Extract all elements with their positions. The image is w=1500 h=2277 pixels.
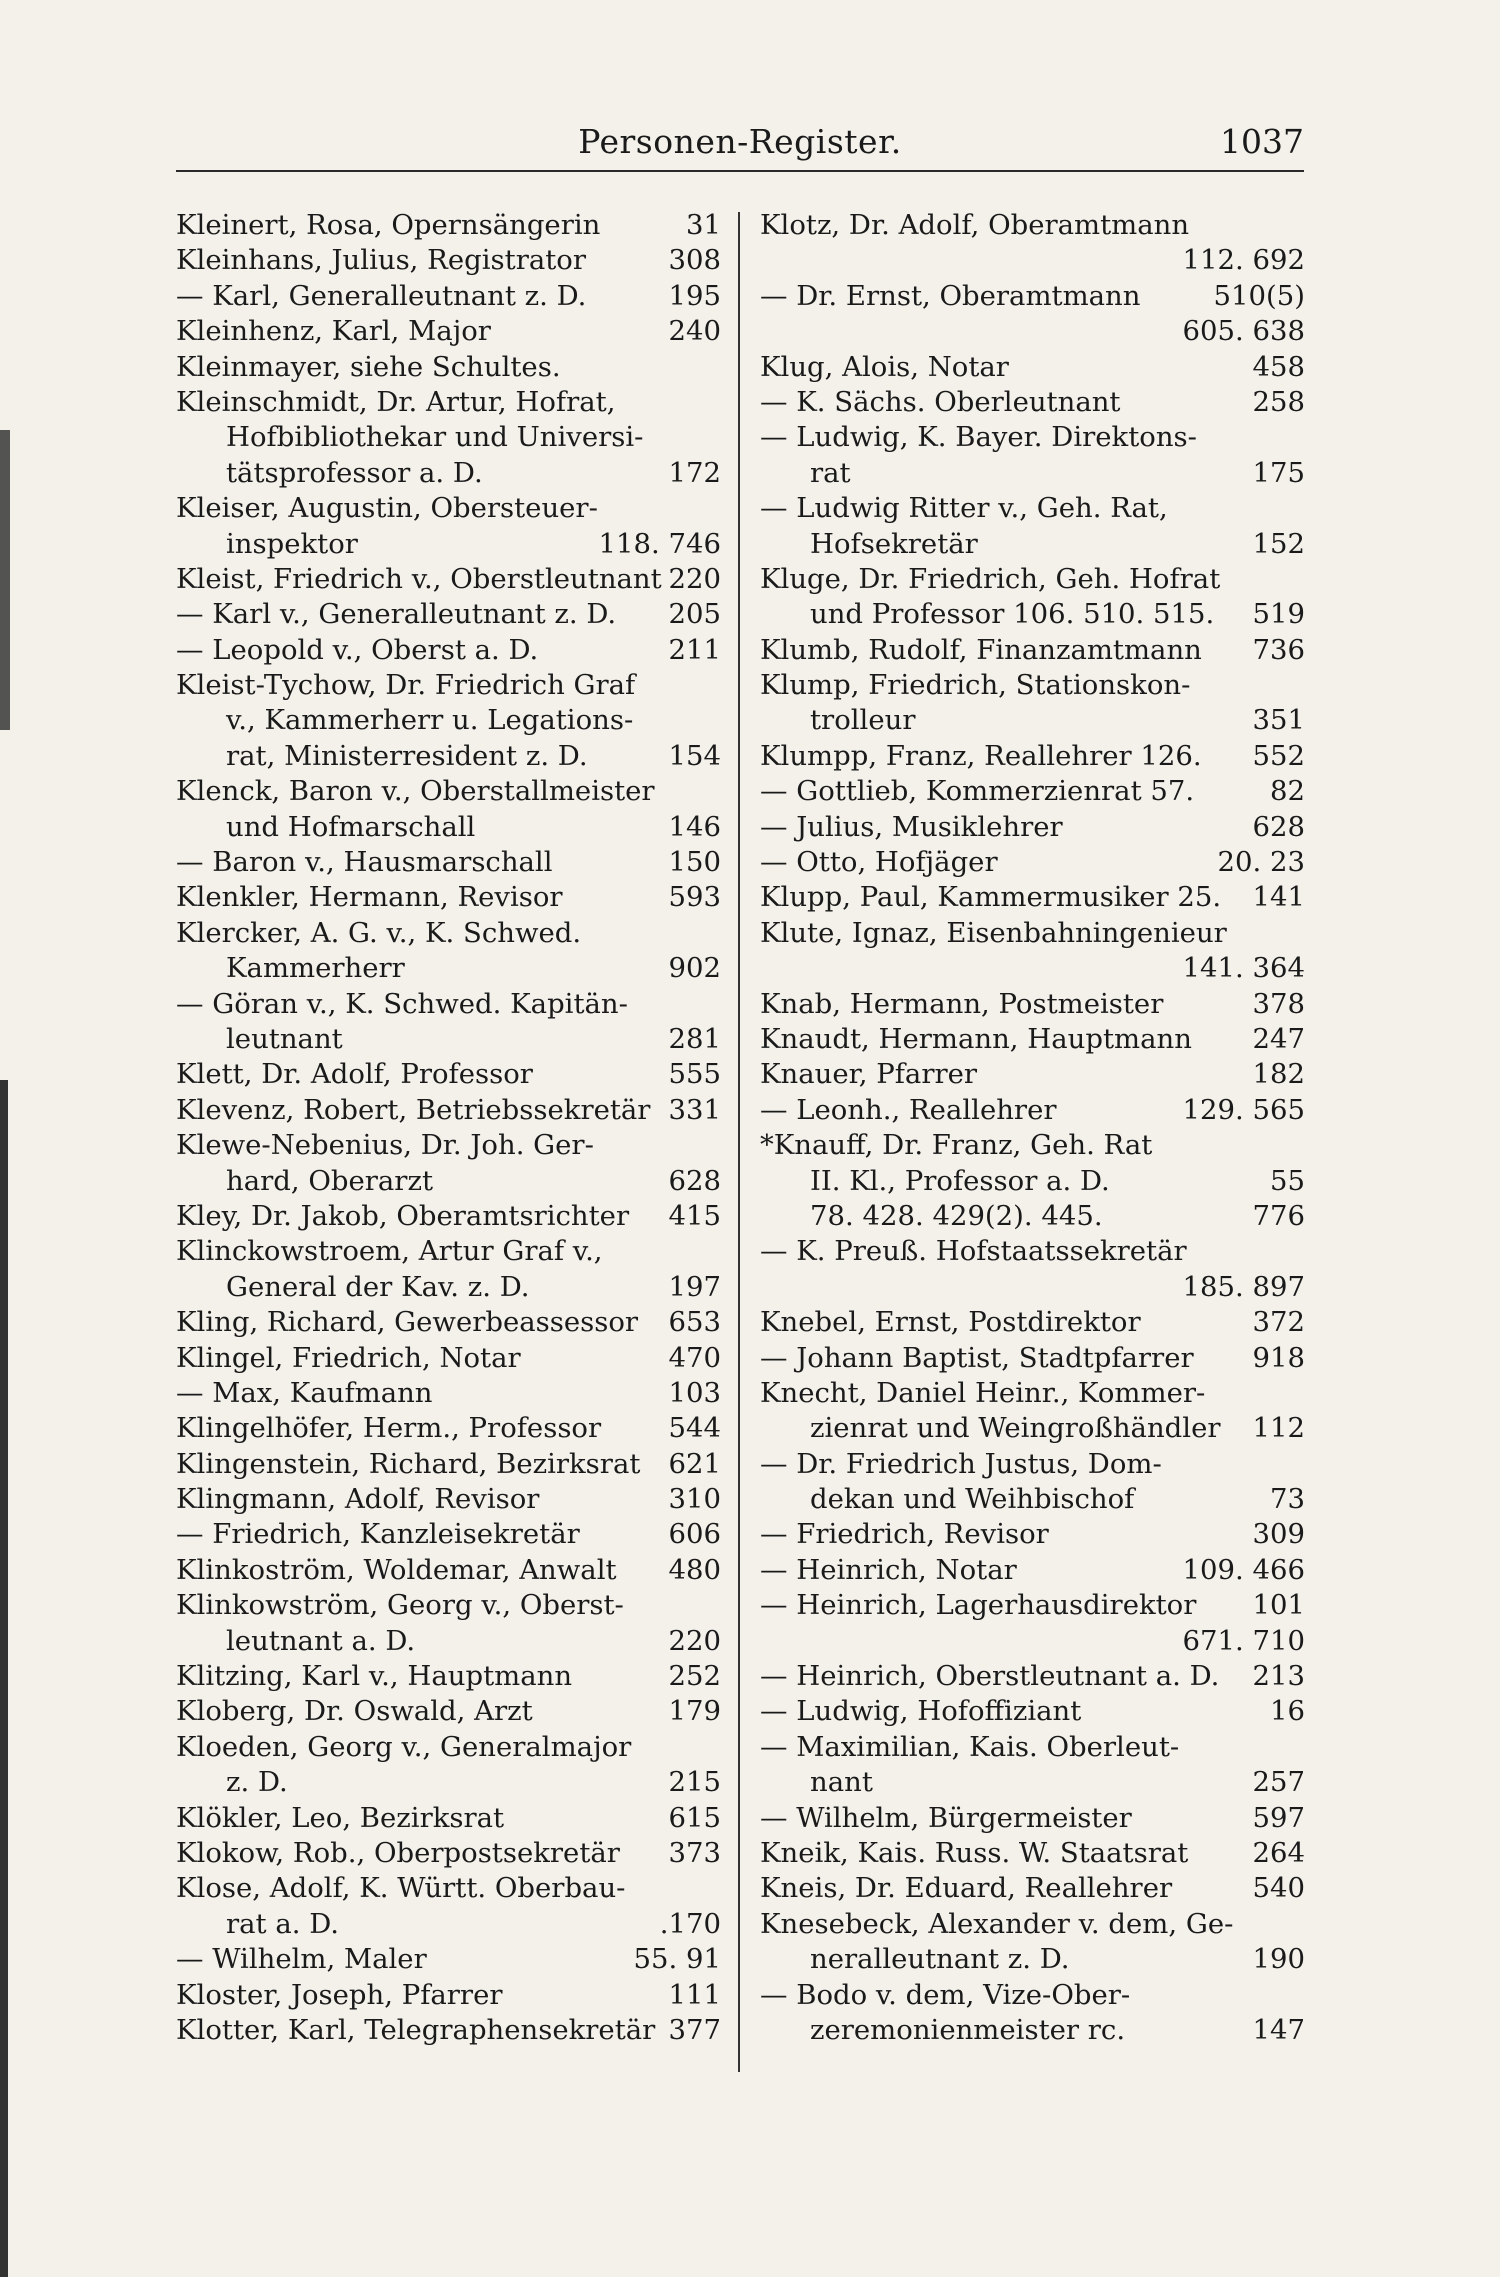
- page-header: [176, 118, 1304, 170]
- entry-text: — Friedrich, Kanzleisekretär: [176, 1518, 580, 1551]
- entry-text: — Dr. Ernst, Oberamtmann: [760, 279, 1141, 312]
- entry-text: Klitzing, Karl v., Hauptmann: [176, 1660, 573, 1693]
- register-entry-line: [176, 1128, 721, 1163]
- entry-text: Kleiser, Augustin, Obersteuer-: [176, 492, 598, 525]
- register-entry-line: [760, 1553, 1305, 1588]
- register-entry-line: [760, 1801, 1305, 1836]
- entry-text: Klupp, Paul, Kammermusiker 25.: [760, 881, 1222, 914]
- entry-page-ref: 205: [668, 598, 721, 631]
- register-entry-line: [760, 314, 1305, 349]
- entry-text: Hofsekretär: [810, 527, 978, 560]
- register-entry-line: [176, 1482, 721, 1517]
- entry-page-ref: 470: [668, 1341, 721, 1374]
- entry-text: — Ludwig Ritter v., Geh. Rat,: [760, 492, 1168, 525]
- entry-page-ref: 179: [668, 1695, 721, 1728]
- entry-text: — Otto, Hofjäger: [760, 846, 998, 879]
- entry-page-ref: 175: [1252, 456, 1305, 489]
- entry-text: Klotz, Dr. Adolf, Oberamtmann: [760, 209, 1190, 241]
- entry-text: Kleinert, Rosa, Opernsängerin: [176, 209, 601, 241]
- register-entry-line: [760, 243, 1305, 278]
- entry-text: Klose, Adolf, K. Württ. Oberbau-: [176, 1872, 626, 1905]
- register-entry-line: [176, 810, 721, 845]
- entry-page-ref: 190: [1252, 1943, 1305, 1976]
- entry-text: Klingelhöfer, Herm., Professor: [176, 1412, 602, 1445]
- entry-text: Kleinmayer, siehe Schultes.: [176, 350, 561, 383]
- entry-text: — Dr. Friedrich Justus, Dom-: [760, 1447, 1162, 1480]
- entry-page-ref: 252: [668, 1660, 721, 1693]
- register-entry-line: [176, 350, 721, 385]
- entry-page-ref: 185. 897: [1182, 1270, 1305, 1303]
- entry-page-ref: 736: [1252, 633, 1305, 666]
- entry-text: Kluge, Dr. Friedrich, Geh. Hofrat: [760, 562, 1221, 595]
- entry-page-ref: 220: [668, 1624, 721, 1657]
- register-entry-line: [176, 1659, 721, 1694]
- entry-text: — Gottlieb, Kommerzienrat 57.: [760, 775, 1195, 808]
- register-entry-line: [760, 1270, 1305, 1305]
- entry-text: rat: [810, 456, 851, 489]
- register-entry-line: [176, 916, 721, 951]
- register-entry-line: [176, 1942, 721, 1977]
- entry-page-ref: 264: [1252, 1836, 1305, 1869]
- entry-text: — Heinrich, Lagerhausdirektor: [760, 1589, 1197, 1622]
- entry-page-ref: 55: [1270, 1164, 1305, 1197]
- register-entry-line: [176, 1588, 721, 1623]
- entry-text: Knaudt, Hermann, Hauptmann: [760, 1022, 1192, 1055]
- entry-text: Klewe-Nebenius, Dr. Joh. Ger-: [176, 1129, 594, 1162]
- entry-text: Kammerherr: [226, 952, 405, 985]
- register-entry-line: [760, 1978, 1305, 2013]
- entry-page-ref: 372: [1252, 1306, 1305, 1339]
- entry-text: inspektor: [226, 527, 358, 560]
- page-number: 1037: [1220, 122, 1304, 161]
- register-entry-line: [760, 2013, 1305, 2048]
- entry-text: — K. Sächs. Oberleutnant: [760, 385, 1121, 418]
- entry-text: dekan und Weihbischof: [810, 1483, 1135, 1516]
- register-entry-line: [760, 456, 1305, 491]
- entry-page-ref: 258: [1252, 385, 1305, 418]
- register-entry-line: [176, 1553, 721, 1588]
- register-entry-line: [760, 774, 1305, 809]
- entry-page-ref: 605. 638: [1182, 315, 1305, 348]
- entry-page-ref: 240: [668, 315, 721, 348]
- register-entry-line: [760, 1517, 1305, 1552]
- register-entry-line: [760, 1411, 1305, 1446]
- entry-text: Klotter, Karl, Telegraphensekretär: [176, 2013, 656, 2046]
- register-entry-line: [176, 1978, 721, 2013]
- entry-text: Kleinschmidt, Dr. Artur, Hofrat,: [176, 385, 616, 418]
- entry-page-ref: 111: [668, 1978, 721, 2011]
- register-entry-line: [760, 987, 1305, 1022]
- register-entry-line: [760, 527, 1305, 562]
- entry-text: Klokow, Rob., Oberpostsekretär: [176, 1836, 620, 1869]
- register-entry-line: [760, 1871, 1305, 1906]
- register-entry-line: [760, 1057, 1305, 1092]
- entry-text: — Ludwig, Hofoffiziant: [760, 1695, 1082, 1728]
- register-entry-line: [176, 1517, 721, 1552]
- entry-text: z. D.: [226, 1766, 288, 1799]
- entry-text: hard, Oberarzt: [226, 1164, 433, 1197]
- register-entry-line: [760, 1234, 1305, 1269]
- entry-text: Klumb, Rudolf, Finanzamtmann: [760, 633, 1202, 666]
- entry-text: — Maximilian, Kais. Oberleut-: [760, 1730, 1180, 1763]
- entry-text: neralleutnant z. D.: [810, 1943, 1070, 1976]
- entry-page-ref: 101: [1252, 1589, 1305, 1622]
- register-entry-line: [176, 1624, 721, 1659]
- column-divider: [738, 212, 740, 2072]
- entry-text: — Julius, Musiklehrer: [760, 810, 1063, 843]
- register-entry-line: [760, 562, 1305, 597]
- entry-page-ref: 20. 23: [1217, 846, 1305, 879]
- register-entry-line: [760, 1022, 1305, 1057]
- entry-page-ref: 510(5): [1213, 279, 1305, 312]
- register-entry-line: [176, 951, 721, 986]
- entry-page-ref: 552: [1252, 739, 1305, 772]
- entry-page-ref: 197: [668, 1270, 721, 1303]
- entry-text: — Karl v., Generalleutnant z. D.: [176, 598, 617, 631]
- register-entry-line: [760, 1305, 1305, 1340]
- register-entry-line: [760, 208, 1305, 243]
- entry-text: — Heinrich, Notar: [760, 1553, 1017, 1586]
- register-entry-line: [760, 1199, 1305, 1234]
- entry-text: — Ludwig, K. Bayer. Direktons-: [760, 421, 1197, 454]
- register-column-right: [760, 208, 1305, 2048]
- entry-text: Klinkowström, Georg v., Oberst-: [176, 1589, 624, 1622]
- entry-page-ref: 195: [668, 279, 721, 312]
- register-entry-line: [760, 1907, 1305, 1942]
- entry-text: und Professor 106. 510. 515.: [810, 598, 1215, 631]
- register-entry-line: [176, 1093, 721, 1128]
- entry-page-ref: 147: [1252, 2013, 1305, 2046]
- entry-page-ref: 112. 692: [1182, 244, 1305, 277]
- register-entry-line: [760, 916, 1305, 951]
- entry-page-ref: 615: [668, 1801, 721, 1834]
- entry-text: Kneis, Dr. Eduard, Reallehrer: [760, 1872, 1173, 1905]
- entry-text: Hofbibliothekar und Universi-: [226, 421, 644, 454]
- register-entry-line: [176, 456, 721, 491]
- entry-page-ref: 671. 710: [1182, 1624, 1305, 1657]
- page-title: Personen-Register.: [578, 122, 902, 161]
- entry-page-ref: 331: [668, 1093, 721, 1126]
- entry-page-ref: 310: [668, 1483, 721, 1516]
- register-entry-line: [176, 1730, 721, 1765]
- register-entry-line: [176, 491, 721, 526]
- register-entry-line: [176, 597, 721, 632]
- entry-text: General der Kav. z. D.: [226, 1270, 530, 1303]
- entry-text: Kley, Dr. Jakob, Oberamtsrichter: [176, 1199, 630, 1232]
- entry-page-ref: 247: [1252, 1022, 1305, 1055]
- register-entry-line: [176, 1164, 721, 1199]
- entry-page-ref: 211: [668, 633, 721, 666]
- register-entry-line: [760, 1765, 1305, 1800]
- entry-page-ref: 628: [1252, 810, 1305, 843]
- entry-text: — Bodo v. dem, Vize-Ober-: [760, 1978, 1131, 2011]
- register-entry-line: [176, 703, 721, 738]
- entry-page-ref: 31: [686, 209, 721, 241]
- entry-text: — Leopold v., Oberst a. D.: [176, 633, 539, 666]
- entry-text: Knebel, Ernst, Postdirektor: [760, 1306, 1141, 1339]
- entry-text: Klingmann, Adolf, Revisor: [176, 1483, 540, 1516]
- entry-text: Klinkoström, Woldemar, Anwalt: [176, 1553, 617, 1586]
- register-entry-line: [176, 1907, 721, 1942]
- entry-page-ref: 519: [1252, 598, 1305, 631]
- register-entry-line: [176, 385, 721, 420]
- register-entry-line: [760, 633, 1305, 668]
- register-entry-line: [176, 774, 721, 809]
- register-entry-line: [176, 1341, 721, 1376]
- register-entry-line: [176, 279, 721, 314]
- entry-page-ref: 458: [1252, 350, 1305, 383]
- entry-text: Kleist-Tychow, Dr. Friedrich Graf: [176, 669, 636, 702]
- register-entry-line: [176, 208, 721, 243]
- entry-text: II. Kl., Professor a. D.: [810, 1164, 1110, 1197]
- entry-text: leutnant: [226, 1022, 343, 1055]
- entry-text: — Leonh., Reallehrer: [760, 1093, 1057, 1126]
- entry-page-ref: 902: [668, 952, 721, 985]
- entry-text: — Wilhelm, Bürgermeister: [760, 1801, 1132, 1834]
- entry-text: Klug, Alois, Notar: [760, 350, 1009, 383]
- entry-text: — Göran v., K. Schwed. Kapitän-: [176, 987, 628, 1020]
- register-entry-line: [176, 1801, 721, 1836]
- entry-page-ref: 555: [668, 1058, 721, 1091]
- register-entry-line: [760, 1659, 1305, 1694]
- entry-page-ref: 82: [1270, 775, 1305, 808]
- register-entry-line: [760, 1482, 1305, 1517]
- entry-text: Klett, Dr. Adolf, Professor: [176, 1058, 533, 1091]
- entry-text: Klökler, Leo, Bezirksrat: [176, 1801, 505, 1834]
- entry-text: Knesebeck, Alexander v. dem, Ge-: [760, 1907, 1234, 1940]
- register-entry-line: [760, 1588, 1305, 1623]
- register-entry-line: [760, 1730, 1305, 1765]
- entry-text: und Hofmarschall: [226, 810, 476, 843]
- entry-page-ref: 112: [1252, 1412, 1305, 1445]
- entry-page-ref: 215: [668, 1766, 721, 1799]
- register-entry-line: [176, 1871, 721, 1906]
- register-entry-line: [760, 951, 1305, 986]
- register-entry-line: [176, 1694, 721, 1729]
- register-entry-line: [760, 420, 1305, 455]
- entry-text: zeremonienmeister rc.: [810, 2013, 1126, 2046]
- register-entry-line: [176, 1199, 721, 1234]
- register-entry-line: [176, 1022, 721, 1057]
- entry-text: Klump, Friedrich, Stationskon-: [760, 669, 1191, 702]
- entry-page-ref: 150: [668, 846, 721, 879]
- entry-page-ref: 628: [668, 1164, 721, 1197]
- entry-page-ref: 146: [668, 810, 721, 843]
- register-entry-line: [760, 1836, 1305, 1871]
- entry-page-ref: 776: [1252, 1199, 1305, 1232]
- entry-text: Knecht, Daniel Heinr., Kommer-: [760, 1376, 1206, 1409]
- entry-text: Kling, Richard, Gewerbeassessor: [176, 1306, 639, 1339]
- page-edge-shadow: [0, 1080, 8, 2277]
- entry-text: — Baron v., Hausmarschall: [176, 846, 553, 879]
- register-entry-line: [176, 845, 721, 880]
- entry-page-ref: 213: [1252, 1660, 1305, 1693]
- entry-text: Kloeden, Georg v., Generalmajor: [176, 1730, 632, 1763]
- register-entry-line: [176, 1836, 721, 1871]
- entry-text: Kleinhans, Julius, Registrator: [176, 244, 587, 277]
- register-entry-line: [760, 1447, 1305, 1482]
- entry-text: Klinckowstroem, Artur Graf v.,: [176, 1235, 603, 1268]
- entry-text: zienrat und Weingroßhändler: [810, 1412, 1221, 1445]
- entry-page-ref: 309: [1252, 1518, 1305, 1551]
- register-entry-line: [760, 597, 1305, 632]
- entry-page-ref: 152: [1252, 527, 1305, 560]
- entry-text: Kleist, Friedrich v., Oberstleutnant: [176, 562, 662, 595]
- register-entry-line: [760, 739, 1305, 774]
- entry-text: leutnant a. D.: [226, 1624, 416, 1657]
- entry-page-ref: 351: [1252, 704, 1305, 737]
- entry-text: — Friedrich, Revisor: [760, 1518, 1049, 1551]
- entry-text: — Heinrich, Oberstleutnant a. D.: [760, 1660, 1220, 1693]
- entry-page-ref: 55. 91: [633, 1943, 721, 1976]
- register-entry-line: [176, 2013, 721, 2048]
- entry-text: — Johann Baptist, Stadtpfarrer: [760, 1341, 1194, 1374]
- register-entry-line: [176, 1270, 721, 1305]
- register-entry-line: [760, 1624, 1305, 1659]
- register-entry-line: [760, 1164, 1305, 1199]
- entry-text: Klingel, Friedrich, Notar: [176, 1341, 521, 1374]
- entry-text: rat a. D.: [226, 1907, 340, 1940]
- register-entry-line: [760, 279, 1305, 314]
- entry-page-ref: 103: [668, 1376, 721, 1409]
- register-entry-line: [176, 668, 721, 703]
- entry-page-ref: 73: [1270, 1483, 1305, 1516]
- entry-page-ref: 597: [1252, 1801, 1305, 1834]
- entry-text: Kleinhenz, Karl, Major: [176, 315, 491, 348]
- register-entry-line: [760, 1376, 1305, 1411]
- register-entry-line: [176, 1057, 721, 1092]
- entry-page-ref: 593: [668, 881, 721, 914]
- register-entry-line: [176, 1765, 721, 1800]
- entry-page-ref: 220: [668, 562, 721, 595]
- entry-page-ref: 281: [668, 1022, 721, 1055]
- entry-text: Kneik, Kais. Russ. W. Staatsrat: [760, 1836, 1189, 1869]
- entry-text: Kloberg, Dr. Oswald, Arzt: [176, 1695, 533, 1728]
- register-entry-line: [176, 527, 721, 562]
- entry-text: Klevenz, Robert, Betriebssekretär: [176, 1093, 651, 1126]
- entry-page-ref: 653: [668, 1306, 721, 1339]
- register-entry-line: [176, 1411, 721, 1446]
- entry-text: — Wilhelm, Maler: [176, 1943, 427, 1976]
- entry-text: Klercker, A. G. v., K. Schwed.: [176, 916, 582, 949]
- register-entry-line: [176, 633, 721, 668]
- entry-text: rat, Ministerresident z. D.: [226, 739, 588, 772]
- register-entry-line: [176, 243, 721, 278]
- entry-text: — Karl, Generalleutnant z. D.: [176, 279, 587, 312]
- entry-page-ref: 129. 565: [1182, 1093, 1305, 1126]
- entry-text: Klenck, Baron v., Oberstallmeister: [176, 775, 655, 808]
- entry-page-ref: 172: [668, 456, 721, 489]
- entry-text: v., Kammerherr u. Legations-: [226, 704, 634, 737]
- register-entry-line: [760, 350, 1305, 385]
- entry-text: nant: [810, 1766, 873, 1799]
- entry-page-ref: 308: [668, 244, 721, 277]
- entry-text: 78. 428. 429(2). 445.: [810, 1199, 1103, 1232]
- entry-page-ref: 540: [1252, 1872, 1305, 1905]
- entry-page-ref: 373: [668, 1836, 721, 1869]
- register-entry-line: [760, 880, 1305, 915]
- register-entry-line: [176, 880, 721, 915]
- entry-page-ref: 141. 364: [1182, 952, 1305, 985]
- register-entry-line: [176, 739, 721, 774]
- register-entry-line: [760, 1341, 1305, 1376]
- register-entry-line: [760, 1093, 1305, 1128]
- entry-page-ref: 16: [1270, 1695, 1305, 1728]
- entry-page-ref: 154: [668, 739, 721, 772]
- entry-text: — Max, Kaufmann: [176, 1376, 433, 1409]
- entry-text: Klumpp, Franz, Reallehrer 126.: [760, 739, 1202, 772]
- entry-text: Knauer, Pfarrer: [760, 1058, 978, 1091]
- entry-page-ref: 606: [668, 1518, 721, 1551]
- register-entry-line: [760, 668, 1305, 703]
- register-entry-line: [760, 491, 1305, 526]
- register-entry-line: [176, 1376, 721, 1411]
- entry-text: Knab, Hermann, Postmeister: [760, 987, 1164, 1020]
- header-rule: [176, 170, 1304, 172]
- entry-text: *Knauff, Dr. Franz, Geh. Rat: [760, 1129, 1153, 1162]
- register-entry-line: [760, 810, 1305, 845]
- register-entry-line: [760, 845, 1305, 880]
- entry-text: Klenkler, Hermann, Revisor: [176, 881, 563, 914]
- entry-page-ref: 377: [668, 2013, 721, 2046]
- register-entry-line: [176, 987, 721, 1022]
- entry-page-ref: 621: [668, 1447, 721, 1480]
- entry-page-ref: 182: [1252, 1058, 1305, 1091]
- register-entry-line: [176, 1234, 721, 1269]
- entry-page-ref: 109. 466: [1182, 1553, 1305, 1586]
- entry-text: Klingenstein, Richard, Bezirksrat: [176, 1447, 641, 1480]
- entry-text: trolleur: [810, 704, 916, 737]
- entry-page-ref: 118. 746: [598, 527, 721, 560]
- entry-text: Klute, Ignaz, Eisenbahningenieur: [760, 916, 1227, 949]
- entry-page-ref: 480: [668, 1553, 721, 1586]
- register-entry-line: [176, 314, 721, 349]
- entry-page-ref: .170: [659, 1907, 721, 1940]
- register-entry-line: [760, 385, 1305, 420]
- entry-text: Kloster, Joseph, Pfarrer: [176, 1978, 503, 2011]
- register-entry-line: [760, 703, 1305, 738]
- entry-page-ref: 544: [668, 1412, 721, 1445]
- entry-page-ref: 257: [1252, 1766, 1305, 1799]
- entry-text: tätsprofessor a. D.: [226, 456, 483, 489]
- entry-text: — K. Preuß. Hofstaatssekretär: [760, 1235, 1187, 1268]
- register-entry-line: [760, 1694, 1305, 1729]
- register-entry-line: [176, 420, 721, 455]
- register-entry-line: [176, 562, 721, 597]
- register-entry-line: [760, 1942, 1305, 1977]
- register-entry-line: [176, 1305, 721, 1340]
- register-entry-line: [760, 1128, 1305, 1163]
- entry-page-ref: 918: [1252, 1341, 1305, 1374]
- register-entry-line: [176, 1447, 721, 1482]
- entry-page-ref: 378: [1252, 987, 1305, 1020]
- register-column-left: [176, 208, 721, 2048]
- entry-page-ref: 141: [1252, 881, 1305, 914]
- page-edge-shadow-top: [0, 430, 10, 730]
- entry-page-ref: 415: [668, 1199, 721, 1232]
